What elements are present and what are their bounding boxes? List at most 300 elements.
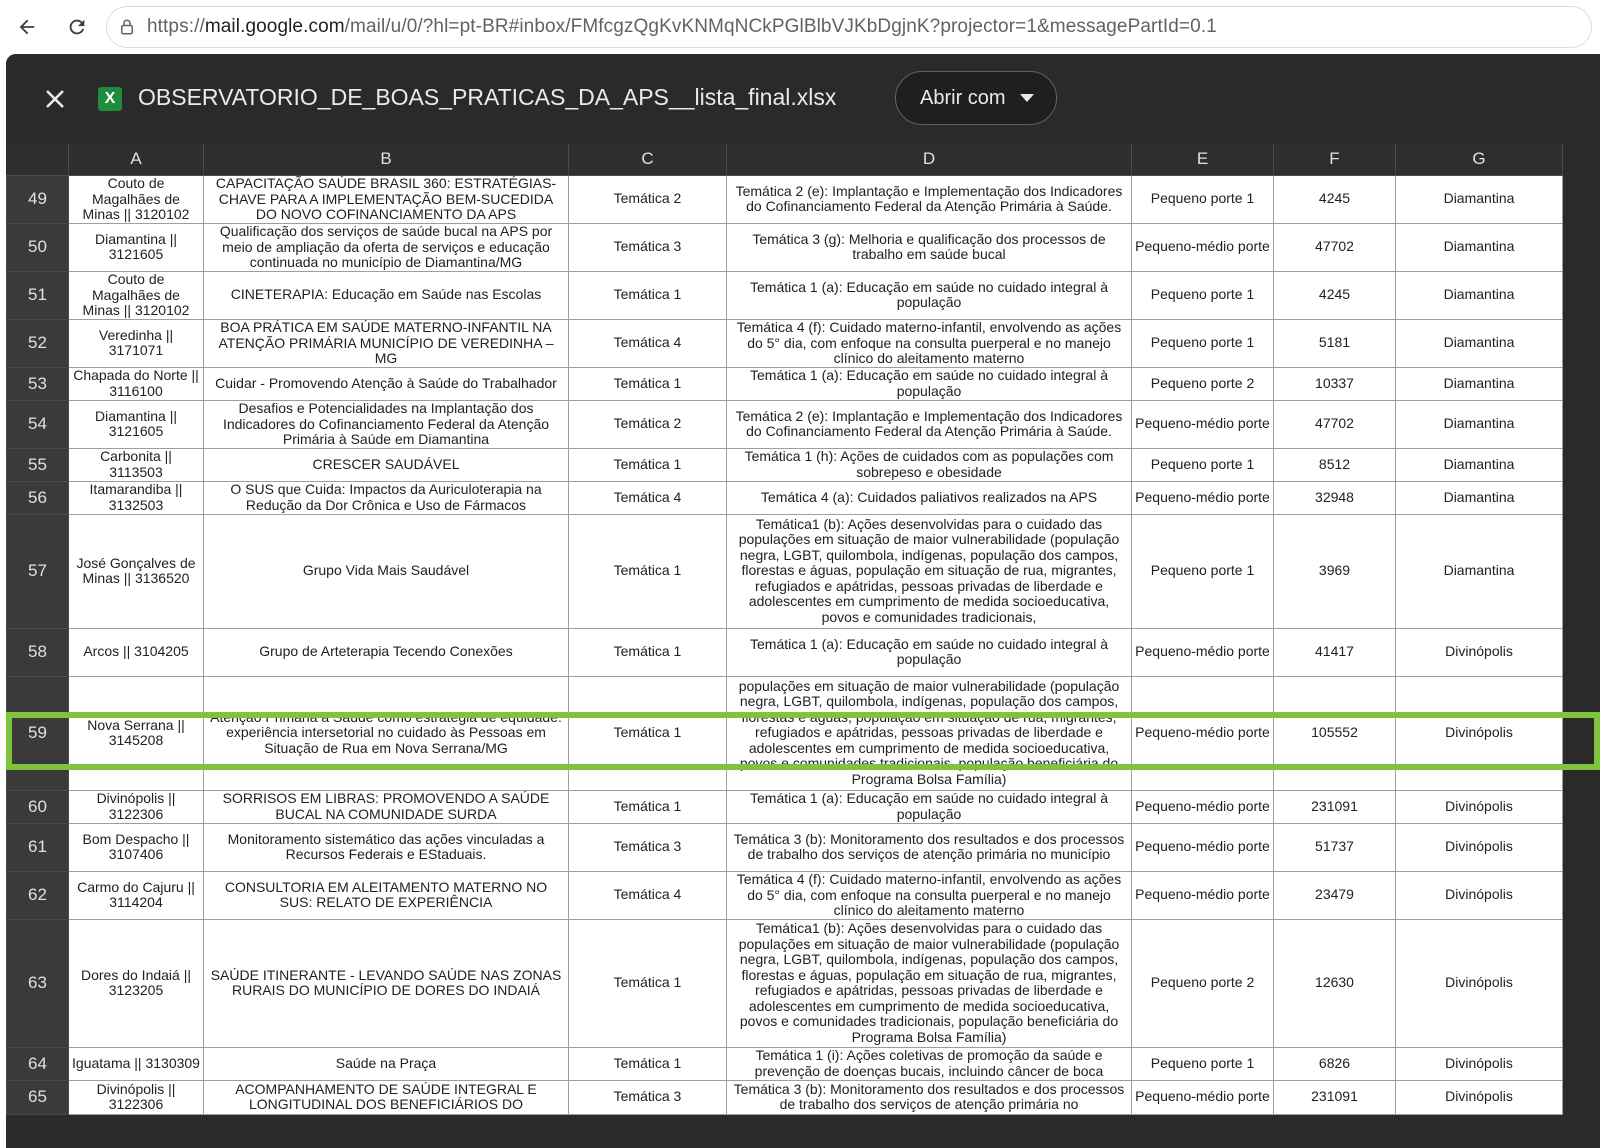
cell-f[interactable] bbox=[1274, 1080, 1396, 1114]
cell-d[interactable] bbox=[727, 1047, 1132, 1080]
cell-text: Diamantina bbox=[1443, 456, 1515, 472]
cell-e[interactable] bbox=[1132, 175, 1274, 223]
reload-icon[interactable] bbox=[60, 10, 94, 44]
cell-d[interactable] bbox=[727, 319, 1132, 367]
column-header[interactable]: G bbox=[1396, 144, 1563, 175]
cell-e[interactable] bbox=[1132, 676, 1274, 790]
cell-text: Atenção Primária à Saúde como estratégia de equidade: experiência intersetorial no cuidado às Pessoas em Situação de Rua em Nova Serrana/MG bbox=[210, 709, 562, 756]
cell-text: Pequeno porte 2 bbox=[1150, 975, 1255, 991]
cell-d[interactable] bbox=[727, 823, 1132, 871]
cell-text: CRESCER SAUDÁVEL bbox=[312, 456, 460, 472]
cell-b[interactable] bbox=[204, 1080, 569, 1114]
table-row bbox=[7, 271, 1563, 319]
cell-text: Iguatama || 3130309 bbox=[72, 1055, 200, 1071]
cell-d[interactable] bbox=[727, 628, 1132, 676]
cell-text: Qualificação dos serviços de saúde bucal na APS por meio de ampliação da oferta de serviços e educação continuada no município de Diamantina/MG bbox=[219, 224, 553, 270]
cell-f[interactable] bbox=[1274, 676, 1396, 790]
row-number[interactable]: 62 bbox=[7, 871, 69, 919]
url-text bbox=[147, 16, 1217, 38]
open-with-button[interactable] bbox=[895, 71, 1057, 125]
table-row bbox=[7, 919, 1563, 1047]
cell-text: Diamantina bbox=[1443, 489, 1515, 505]
viewer-header bbox=[6, 54, 1600, 144]
cell-text: Diamantina bbox=[1443, 375, 1515, 391]
cell-c[interactable] bbox=[569, 481, 727, 514]
cell-f[interactable] bbox=[1274, 175, 1396, 223]
row-number[interactable]: 59 bbox=[7, 676, 69, 790]
cell-g[interactable] bbox=[1396, 790, 1563, 823]
cell-text: Temática1 (b): Ações desenvolvidas para o cuidado das populações em situação de maior vulnerabilidade (população negra, LGBT, quilombola, indígenas, população dos campos, florestas e águas, população em situação de rua, migrantes, refugiados e apátridas, pessoas privadas de liberdade e adolescentes em cumprimento de medida socioeducativa, povos e comunidades tradicionais, população beneficiária do Programa Bolsa Família) bbox=[738, 921, 1120, 1045]
table-row bbox=[7, 367, 1563, 400]
cell-text: CONSULTORIA EM ALEITAMENTO MATERNO NO SUS: RELATO DE EXPERIÊNCIA bbox=[224, 879, 548, 910]
cell-text: 4245 bbox=[1318, 191, 1351, 207]
cell-text: Pequeno-médio porte bbox=[1135, 798, 1270, 814]
cell-d[interactable] bbox=[727, 223, 1132, 271]
cell-text: Divinópolis bbox=[1445, 644, 1513, 660]
cell-text: 231091 bbox=[1311, 1089, 1358, 1105]
cell-d[interactable] bbox=[727, 919, 1132, 1047]
cell-g[interactable] bbox=[1396, 223, 1563, 271]
cell-text: CAPACITAÇÃO SAÚDE BRASIL 360: ESTRATÉGIAS-CHAVE PARA A IMPLEMENTAÇÃO BEM-SUCEDIDA DO NOVO COFINANCIAMENTO DA APS bbox=[215, 176, 557, 222]
cell-g[interactable] bbox=[1396, 919, 1563, 1047]
cell-b[interactable] bbox=[204, 175, 569, 223]
cell-c[interactable] bbox=[569, 367, 727, 400]
cell-a[interactable] bbox=[69, 676, 204, 790]
cell-b[interactable] bbox=[204, 481, 569, 514]
cell-e[interactable] bbox=[1132, 319, 1274, 367]
cell-text: Temática 4 bbox=[613, 489, 682, 505]
cell-d[interactable] bbox=[727, 175, 1132, 223]
cell-b[interactable] bbox=[204, 871, 569, 919]
cell-text: Temática 1 (h): Ações de cuidados com as populações com sobrepeso e obesidade bbox=[744, 449, 1114, 480]
cell-text: 12630 bbox=[1315, 975, 1354, 991]
table-row bbox=[7, 481, 1563, 514]
cell-d[interactable] bbox=[727, 367, 1132, 400]
cell-text: Temática 1 bbox=[613, 644, 682, 660]
cell-g[interactable] bbox=[1396, 1080, 1563, 1114]
cell-text: 47702 bbox=[1315, 416, 1354, 432]
cell-g[interactable] bbox=[1396, 1047, 1563, 1080]
table-row bbox=[7, 790, 1563, 823]
cell-a[interactable] bbox=[69, 1080, 204, 1114]
cell-g[interactable] bbox=[1396, 319, 1563, 367]
cell-g[interactable] bbox=[1396, 481, 1563, 514]
table-row bbox=[7, 448, 1563, 481]
cell-text: Temática 3 (b): Monitoramento dos resultados e dos processos de trabalho dos serviços de atenção primária no município bbox=[733, 831, 1125, 862]
cell-text: 47702 bbox=[1315, 239, 1354, 255]
cell-g[interactable] bbox=[1396, 514, 1563, 628]
cell-text: Temática 1 bbox=[613, 375, 682, 391]
cell-text: Carbonita || 3113503 bbox=[100, 449, 172, 480]
cell-e[interactable] bbox=[1132, 1080, 1274, 1114]
cell-text: ACOMPANHAMENTO DE SAÚDE INTEGRAL E LONGITUDINAL DOS BENEFICIÁRIOS DO bbox=[235, 1081, 537, 1112]
cell-c[interactable] bbox=[569, 628, 727, 676]
cell-text: Pequeno-médio porte bbox=[1135, 416, 1270, 432]
cell-text: Carmo do Cajuru || 3114204 bbox=[77, 879, 195, 910]
cell-text: 41417 bbox=[1315, 644, 1354, 660]
cell-e[interactable] bbox=[1132, 367, 1274, 400]
cell-text: CINETERAPIA: Educação em Saúde nas Escolas bbox=[230, 287, 542, 303]
cell-text: Divinópolis bbox=[1445, 887, 1513, 903]
row-number[interactable]: 54 bbox=[7, 400, 69, 448]
cell-text: Couto de Magalhães de Minas || 3120102 bbox=[82, 272, 190, 318]
row-number[interactable]: 64 bbox=[7, 1047, 69, 1080]
cell-d[interactable] bbox=[727, 1080, 1132, 1114]
cell-text: Divinópolis || 3122306 bbox=[96, 791, 176, 822]
cell-g[interactable] bbox=[1396, 628, 1563, 676]
cell-a[interactable] bbox=[69, 319, 204, 367]
cell-f[interactable] bbox=[1274, 919, 1396, 1047]
cell-f[interactable] bbox=[1274, 1047, 1396, 1080]
file-name: OBSERVATORIO_DE_BOAS_PRATICAS_DA_APS__lista_final.xlsx bbox=[138, 84, 837, 110]
cell-text: Bom Despacho || 3107406 bbox=[82, 831, 190, 862]
cell-text: Diamantina || 3121605 bbox=[95, 231, 177, 262]
cell-text: Temática 2 (e): Implantação e Implementação dos Indicadores do Cofinanciamento Federal da Atenção Primária à Saúde. bbox=[735, 183, 1123, 214]
cell-text: Temática 3 bbox=[613, 1089, 682, 1105]
cell-text: Pequeno porte 1 bbox=[1150, 563, 1255, 579]
cell-f[interactable] bbox=[1274, 223, 1396, 271]
url-prefix: https:// bbox=[147, 16, 205, 37]
cell-text: Pequeno porte 1 bbox=[1150, 335, 1255, 351]
table-row bbox=[7, 223, 1563, 271]
cell-text: Temática 1 bbox=[613, 563, 682, 579]
open-with-label: Abrir com bbox=[920, 86, 1006, 109]
cell-text: Temática 4 (f): Cuidado materno-infantil, envolvendo as ações do 5° dia, com enfoque na consulta puerperal e no manejo clínico do aleitamento materno bbox=[736, 320, 1122, 366]
attachment-viewer bbox=[6, 54, 1600, 1148]
cell-a[interactable] bbox=[69, 919, 204, 1047]
cell-text: BOA PRÁTICA EM SAÚDE MATERNO-INFANTIL NA ATENÇÃO PRIMÁRIA MUNICÍPIO DE VEREDINHA – MG bbox=[218, 320, 554, 366]
cell-d[interactable] bbox=[727, 481, 1132, 514]
table-row bbox=[7, 676, 1563, 790]
cell-c[interactable] bbox=[569, 919, 727, 1047]
caret-down-icon bbox=[1020, 94, 1034, 102]
cell-b[interactable] bbox=[204, 1047, 569, 1080]
cell-text: Temática 1 (a): Educação em saúde no cuidado integral à população bbox=[750, 636, 1108, 667]
column-header[interactable]: D bbox=[727, 144, 1132, 175]
cell-text: Monitoramento sistemático das ações vinculadas a Recursos Federais e EStaduais. bbox=[227, 831, 545, 862]
cell-text: Temática 1 (a): Educação em saúde no cuidado integral à população bbox=[750, 791, 1108, 822]
cell-c[interactable] bbox=[569, 790, 727, 823]
cell-e[interactable] bbox=[1132, 448, 1274, 481]
cell-d[interactable] bbox=[727, 676, 1132, 790]
row-number[interactable]: 55 bbox=[7, 448, 69, 481]
cell-text: Arcos || 3104205 bbox=[83, 644, 189, 660]
cell-text: Divinópolis bbox=[1445, 1055, 1513, 1071]
site-info-icon[interactable] bbox=[107, 7, 147, 47]
column-header[interactable]: C bbox=[569, 144, 727, 175]
cell-f[interactable] bbox=[1274, 400, 1396, 448]
cell-text: Diamantina bbox=[1443, 563, 1515, 579]
cell-c[interactable] bbox=[569, 871, 727, 919]
cell-text: Temática 3 (b): Monitoramento dos resultados e dos processos de trabalho dos serviços de atenção primária no bbox=[733, 1081, 1125, 1112]
cell-text: Pequeno porte 1 bbox=[1150, 191, 1255, 207]
url-host: mail.google.com bbox=[204, 16, 345, 37]
cell-text: Temática 4 (a): Cuidados paliativos realizados na APS bbox=[760, 489, 1098, 505]
cell-b[interactable] bbox=[204, 319, 569, 367]
cell-c[interactable] bbox=[569, 514, 727, 628]
sheet-body bbox=[7, 175, 1563, 1114]
cell-text: Divinópolis bbox=[1445, 725, 1513, 741]
cell-d[interactable] bbox=[727, 871, 1132, 919]
cell-f[interactable] bbox=[1274, 823, 1396, 871]
table-row bbox=[7, 823, 1563, 871]
cell-text: Temática 1 (a): Educação em saúde no cuidado integral à população bbox=[750, 279, 1108, 310]
cell-text: Temática 4 bbox=[613, 887, 682, 903]
cell-g[interactable] bbox=[1396, 367, 1563, 400]
cell-text: SORRISOS EM LIBRAS: PROMOVENDO A SAÚDE BUCAL NA COMUNIDADE SURDA bbox=[222, 791, 550, 822]
cell-b[interactable] bbox=[204, 400, 569, 448]
cell-text: Chapada do Norte || 3116100 bbox=[73, 368, 199, 399]
cell-a[interactable] bbox=[69, 514, 204, 628]
cell-c[interactable] bbox=[569, 319, 727, 367]
cell-d[interactable] bbox=[727, 514, 1132, 628]
cell-e[interactable] bbox=[1132, 823, 1274, 871]
cell-text: Cuidar - Promovendo Atenção à Saúde do Trabalhador bbox=[215, 375, 557, 391]
cell-text: 4245 bbox=[1318, 287, 1351, 303]
cell-a[interactable] bbox=[69, 367, 204, 400]
row-number[interactable]: 52 bbox=[7, 319, 69, 367]
cell-text: Grupo Vida Mais Saudável bbox=[302, 563, 470, 579]
cell-text: 8512 bbox=[1318, 456, 1351, 472]
cell-text: José Gonçalves de Minas || 3136520 bbox=[76, 555, 196, 586]
cell-text: Diamantina bbox=[1443, 287, 1515, 303]
cell-text: Grupo de Arteterapia Tecendo Conexões bbox=[259, 644, 513, 660]
cell-g[interactable] bbox=[1396, 448, 1563, 481]
cell-text: Temática 1 bbox=[613, 798, 682, 814]
cell-text: Temática1 (b): Ações desenvolvidas para o cuidado das populações em situação de maior vulnerabilidade (população negra, LGBT, quilombola, indígenas, população dos campos, florestas e águas, população em situação de rua, migrantes, refugiados e apátridas, pessoas privadas de liberdade e adolescentes em cumprimento de medida socioeducativa, povos e comunidades tradicionais, bbox=[738, 516, 1120, 625]
cell-c[interactable] bbox=[569, 175, 727, 223]
column-header[interactable]: A bbox=[69, 144, 204, 175]
cell-b[interactable] bbox=[204, 514, 569, 628]
cell-c[interactable] bbox=[569, 1047, 727, 1080]
cell-text: Temática 4 (f): Cuidado materno-infantil, envolvendo as ações do 5° dia, com enfoque na consulta puerperal e no manejo clínico do aleitamento materno bbox=[736, 872, 1122, 918]
cell-g[interactable] bbox=[1396, 676, 1563, 790]
cell-text: Diamantina bbox=[1443, 416, 1515, 432]
cell-text: Pequeno-médio porte bbox=[1135, 839, 1270, 855]
cell-a[interactable] bbox=[69, 175, 204, 223]
cell-e[interactable] bbox=[1132, 628, 1274, 676]
cell-d[interactable] bbox=[727, 790, 1132, 823]
column-header-row bbox=[7, 144, 1563, 175]
cell-a[interactable] bbox=[69, 271, 204, 319]
cell-text: 10337 bbox=[1315, 375, 1354, 391]
cell-b[interactable] bbox=[204, 628, 569, 676]
cell-text: Diamantina || 3121605 bbox=[95, 408, 177, 439]
sheet-bottom-edge bbox=[6, 1124, 1600, 1148]
cell-text: Pequeno-médio porte bbox=[1135, 1089, 1270, 1105]
column-header[interactable]: B bbox=[204, 144, 569, 175]
row-number[interactable]: 60 bbox=[7, 790, 69, 823]
cell-a[interactable] bbox=[69, 1047, 204, 1080]
cell-g[interactable] bbox=[1396, 271, 1563, 319]
cell-b[interactable] bbox=[204, 919, 569, 1047]
cell-text: Pequeno porte 2 bbox=[1150, 375, 1255, 391]
row-number[interactable]: 50 bbox=[7, 223, 69, 271]
cell-text: Temática 1 bbox=[613, 975, 682, 991]
cell-text: Temática 4 bbox=[613, 335, 682, 351]
cell-a[interactable] bbox=[69, 790, 204, 823]
cell-text: 23479 bbox=[1315, 887, 1354, 903]
cell-c[interactable] bbox=[569, 1080, 727, 1114]
cell-text: Pequeno-médio porte bbox=[1135, 489, 1270, 505]
cell-text: 5181 bbox=[1318, 335, 1351, 351]
excel-file-icon: X bbox=[98, 87, 122, 111]
cell-text: Divinópolis bbox=[1445, 798, 1513, 814]
cell-d[interactable] bbox=[727, 271, 1132, 319]
cell-text: Temática 1 bbox=[613, 456, 682, 472]
cell-c[interactable] bbox=[569, 223, 727, 271]
close-icon[interactable] bbox=[38, 82, 72, 116]
cell-b[interactable] bbox=[204, 271, 569, 319]
cell-text: 105552 bbox=[1311, 725, 1358, 741]
row-number[interactable]: 49 bbox=[7, 175, 69, 223]
cell-text: SAÚDE ITINERANTE - LEVANDO SAÚDE NAS ZONAS RURAIS DO MUNICÍPIO DE DORES DO INDAIÁ bbox=[210, 967, 562, 998]
cell-text: Pequeno-médio porte bbox=[1135, 239, 1270, 255]
browser-toolbar bbox=[0, 0, 1600, 54]
row-number[interactable]: 56 bbox=[7, 481, 69, 514]
cell-text: 32948 bbox=[1315, 489, 1354, 505]
cell-b[interactable] bbox=[204, 790, 569, 823]
spreadsheet-table bbox=[6, 144, 1563, 1115]
cell-text: Temática 1 (a): Educação em saúde no cuidado integral à população bbox=[750, 368, 1108, 399]
cell-text: Temática 1 bbox=[613, 1055, 682, 1071]
cell-e[interactable] bbox=[1132, 919, 1274, 1047]
cell-c[interactable] bbox=[569, 448, 727, 481]
row-number[interactable]: 63 bbox=[7, 919, 69, 1047]
cell-text: Divinópolis bbox=[1445, 839, 1513, 855]
cell-f[interactable] bbox=[1274, 271, 1396, 319]
cell-f[interactable] bbox=[1274, 481, 1396, 514]
corner-cell bbox=[7, 144, 69, 175]
cell-e[interactable] bbox=[1132, 514, 1274, 628]
cell-text: Pequeno-médio porte bbox=[1135, 644, 1270, 660]
cell-text: Saúde na Praça bbox=[335, 1055, 437, 1071]
cell-a[interactable] bbox=[69, 448, 204, 481]
cell-e[interactable] bbox=[1132, 790, 1274, 823]
cell-f[interactable] bbox=[1274, 871, 1396, 919]
cell-text: Divinópolis || 3122306 bbox=[96, 1081, 176, 1112]
table-row bbox=[7, 871, 1563, 919]
row-number[interactable]: 65 bbox=[7, 1080, 69, 1114]
cell-text: Divinópolis bbox=[1445, 1089, 1513, 1105]
cell-text: Veredinha || 3171071 bbox=[98, 327, 174, 358]
cell-a[interactable] bbox=[69, 400, 204, 448]
cell-f[interactable] bbox=[1274, 448, 1396, 481]
cell-text: Temática 1 bbox=[613, 725, 682, 741]
cell-g[interactable] bbox=[1396, 871, 1563, 919]
cell-text: populações em situação de maior vulnerabilidade (população negra, LGBT, quilombola, indígenas, população dos campos, florestas e águas, população em situação de rua, migrantes, refugiados e apátridas, pessoas privadas de liberdade e adolescentes em cumprimento de medida socioeducativa, povos e comunidades tradicionais, população beneficiária do Programa Bolsa Família) bbox=[738, 678, 1120, 787]
cell-g[interactable] bbox=[1396, 400, 1563, 448]
cell-c[interactable] bbox=[569, 676, 727, 790]
cell-e[interactable] bbox=[1132, 871, 1274, 919]
cell-text: Divinópolis bbox=[1445, 975, 1513, 991]
cell-f[interactable] bbox=[1274, 790, 1396, 823]
cell-f[interactable] bbox=[1274, 367, 1396, 400]
cell-a[interactable] bbox=[69, 871, 204, 919]
cell-text: Temática 2 bbox=[613, 191, 682, 207]
table-row bbox=[7, 1047, 1563, 1080]
cell-text: Pequeno porte 1 bbox=[1150, 1055, 1255, 1071]
cell-text: Temática 2 (e): Implantação e Implementação dos Indicadores do Cofinanciamento Federal da Atenção Primária à Saúde. bbox=[735, 408, 1123, 439]
cell-text: Nova Serrana || 3145208 bbox=[87, 717, 185, 748]
cell-e[interactable] bbox=[1132, 481, 1274, 514]
cell-e[interactable] bbox=[1132, 1047, 1274, 1080]
cell-a[interactable] bbox=[69, 223, 204, 271]
cell-text: 231091 bbox=[1311, 798, 1358, 814]
table-row bbox=[7, 400, 1563, 448]
cell-text: Temática 2 bbox=[613, 416, 682, 432]
row-number[interactable]: 53 bbox=[7, 367, 69, 400]
cell-e[interactable] bbox=[1132, 400, 1274, 448]
cell-text: 51737 bbox=[1315, 839, 1354, 855]
cell-c[interactable] bbox=[569, 823, 727, 871]
address-bar[interactable] bbox=[106, 6, 1592, 48]
cell-text: Temática 3 bbox=[613, 839, 682, 855]
table-row bbox=[7, 514, 1563, 628]
row-number[interactable]: 51 bbox=[7, 271, 69, 319]
row-number[interactable]: 58 bbox=[7, 628, 69, 676]
column-header[interactable]: F bbox=[1274, 144, 1396, 175]
cell-text: Itamarandiba || 3132503 bbox=[89, 482, 183, 513]
cell-b[interactable] bbox=[204, 448, 569, 481]
cell-c[interactable] bbox=[569, 271, 727, 319]
row-number[interactable]: 61 bbox=[7, 823, 69, 871]
cell-f[interactable] bbox=[1274, 514, 1396, 628]
back-arrow-icon[interactable] bbox=[10, 10, 44, 44]
cell-text: Dores do Indaiá || 3123205 bbox=[80, 967, 191, 998]
cell-e[interactable] bbox=[1132, 223, 1274, 271]
table-row bbox=[7, 1080, 1563, 1114]
cell-text: Diamantina bbox=[1443, 239, 1515, 255]
cell-text: 6826 bbox=[1318, 1055, 1351, 1071]
cell-text: Pequeno porte 1 bbox=[1150, 456, 1255, 472]
cell-a[interactable] bbox=[69, 628, 204, 676]
cell-text: Desafios e Potencialidades na Implantação dos Indicadores do Cofinanciamento Federal da Atenção Primária à Saúde em Diamantina bbox=[222, 401, 550, 447]
cell-f[interactable] bbox=[1274, 319, 1396, 367]
cell-text: Temática 3 bbox=[613, 239, 682, 255]
cell-g[interactable] bbox=[1396, 175, 1563, 223]
cell-text: Temática 3 (g): Melhoria e qualificação dos processos de trabalho em saúde bucal bbox=[752, 231, 1106, 262]
cell-f[interactable] bbox=[1274, 628, 1396, 676]
cell-text: Pequeno-médio porte bbox=[1135, 725, 1270, 741]
cell-b[interactable] bbox=[204, 367, 569, 400]
cell-text: Couto de Magalhães de Minas || 3120102 bbox=[82, 176, 190, 222]
cell-b[interactable] bbox=[204, 676, 569, 790]
cell-text: 3969 bbox=[1318, 563, 1351, 579]
cell-b[interactable] bbox=[204, 223, 569, 271]
cell-g[interactable] bbox=[1396, 823, 1563, 871]
cell-e[interactable] bbox=[1132, 271, 1274, 319]
cell-text: Temática 1 bbox=[613, 287, 682, 303]
cell-c[interactable] bbox=[569, 400, 727, 448]
cell-text: Diamantina bbox=[1443, 191, 1515, 207]
cell-text: Temática 1 (i): Ações coletivas de promoção da saúde e prevenção de doenças bucais, incluindo câncer de boca bbox=[754, 1048, 1104, 1079]
cell-a[interactable] bbox=[69, 823, 204, 871]
cell-b[interactable] bbox=[204, 823, 569, 871]
cell-d[interactable] bbox=[727, 400, 1132, 448]
table-row bbox=[7, 628, 1563, 676]
url-path: /mail/u/0/?hl=pt-BR#inbox/FMfcgzQgKvKNMqNCkPGlBlbVJKbDgjnK?projector=1&messagePartId=0.1 bbox=[344, 16, 1217, 37]
table-row bbox=[7, 175, 1563, 223]
column-header[interactable]: E bbox=[1132, 144, 1274, 175]
cell-text: Diamantina bbox=[1443, 335, 1515, 351]
table-row bbox=[7, 319, 1563, 367]
cell-text: Pequeno porte 1 bbox=[1150, 287, 1255, 303]
row-number[interactable]: 57 bbox=[7, 514, 69, 628]
spreadsheet-preview[interactable] bbox=[6, 144, 1600, 1124]
cell-d[interactable] bbox=[727, 448, 1132, 481]
cell-a[interactable] bbox=[69, 481, 204, 514]
